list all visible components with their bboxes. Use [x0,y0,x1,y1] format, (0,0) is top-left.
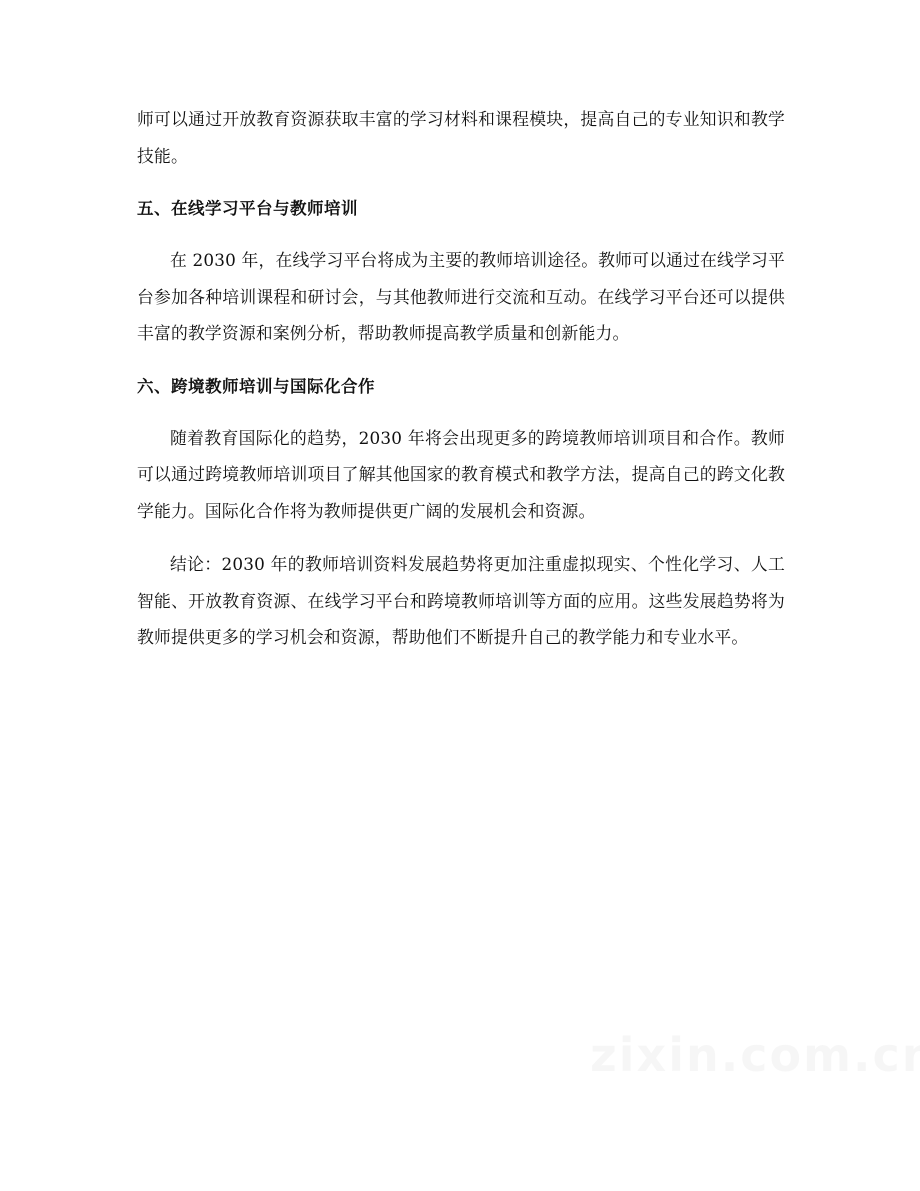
section-6-heading: 六、跨境教师培训与国际化合作 [137,376,375,396]
section-6-paragraph: 随着教育国际化的趋势，2030 年将会出现更多的跨境教师培训项目和合作。教师可以通过跨境教师培训项目了解其他国家的教育模式和教学方法，提高自己的跨文化教学能力。国际化合作将为教师提供更广阔的发展机会和资源。 [137,427,785,521]
watermark [590,1028,920,1082]
section-5-heading: 五、在线学习平台与教师培训 [137,199,358,218]
conclusion-paragraph: 结论：2030 年的教师培训资料发展趋势将更加注重虚拟现实、个性化学习、人工智能、开放教育资源、在线学习平台和跨境教师培训等方面的应用。这些发展趋势将为教师提供更多的学习机会和资源，帮助他们不断提升自己的教学能力和专业水平。 [137,554,785,647]
document-body [137,101,785,656]
section-5-paragraph: 在 2030 年，在线学习平台将成为主要的教师培训途径。教师可以通过在线学习平台参加各种培训课程和研讨会，与其他教师进行交流和互动。在线学习平台还可以提供丰富的教学资源和案例分析，帮助教师提高教学质量和创新能力。 [137,250,785,343]
continuation-paragraph: 师可以通过开放教育资源获取丰富的学习材料和课程模块，提高自己的专业知识和教学技能。 [137,109,785,166]
